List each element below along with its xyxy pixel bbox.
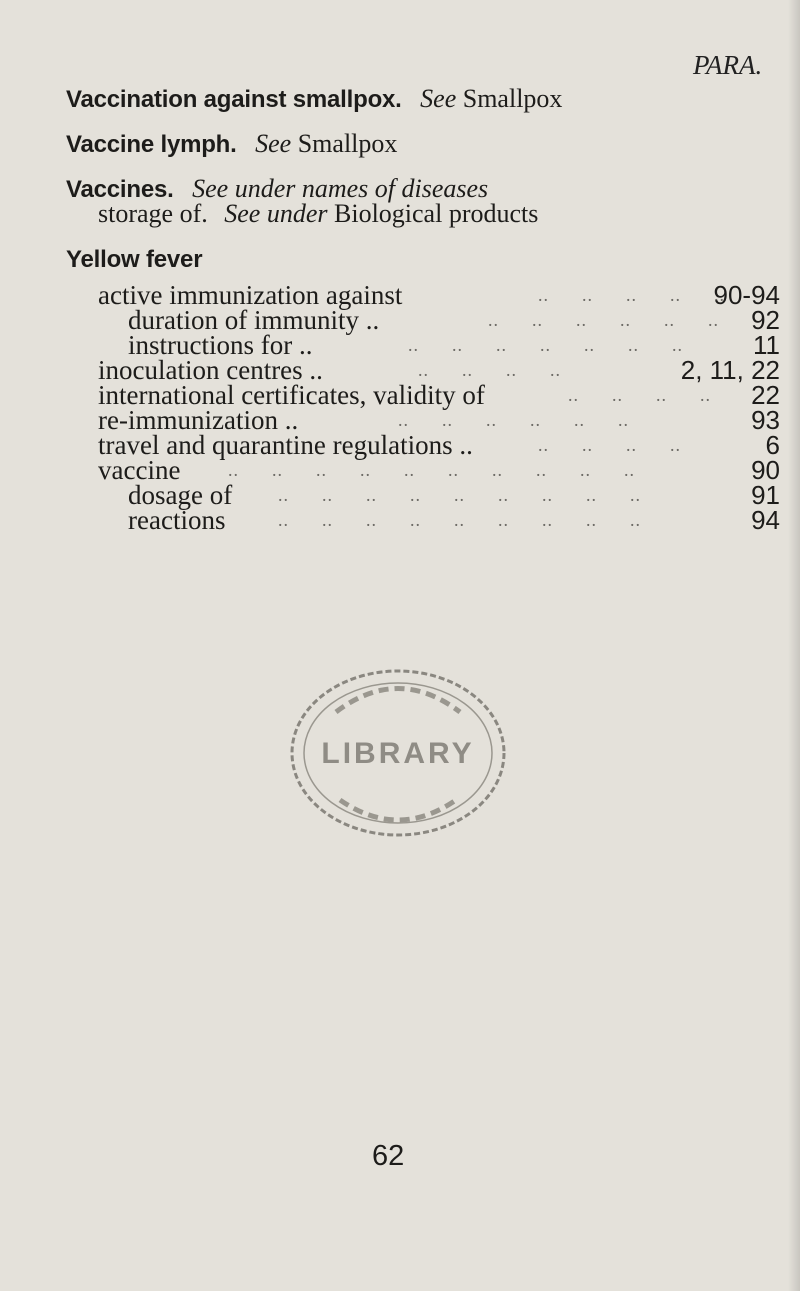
dot-leader: .. .. .. .. [538, 435, 681, 455]
index-row [128, 507, 780, 533]
dot-leader: .. .. .. .. .. .. .. .. .. [278, 485, 641, 505]
index-entry-vaccine-lymph [66, 129, 397, 160]
index-term: international certificates, validity of [98, 380, 485, 410]
dot-leader: .. .. .. .. .. .. [488, 310, 719, 330]
see-reference-target: Smallpox [462, 84, 563, 113]
dot-leader: .. .. .. .. .. [538, 285, 725, 305]
index-term: instructions for .. [128, 330, 313, 360]
see-reference-target: Smallpox [297, 129, 398, 158]
stamp-top-arc [336, 689, 460, 713]
dot-leader: .. .. .. .. .. .. .. .. .. [278, 510, 641, 530]
page-number: 62 [372, 1140, 405, 1172]
page-reference: 90 [751, 455, 780, 485]
dot-leader: .. .. .. .. .. .. .. .. .. .. [228, 460, 635, 480]
see-reference-text: See under names of diseases [192, 174, 489, 203]
page-reference: 92 [751, 305, 780, 335]
page-reference: 22 [751, 380, 780, 410]
index-term: active immunization against [98, 280, 403, 310]
see-reference-target: Biological products [334, 199, 539, 228]
index-term: re-immunization .. [98, 405, 299, 435]
page-reference: 6 [765, 430, 780, 460]
index-entry-yellow-fever [66, 244, 202, 275]
subentry-term: storage of. [98, 199, 208, 228]
index-term: inoculation centres .. [98, 355, 323, 385]
index-term: duration of immunity .. [128, 305, 380, 335]
entry-heading: Vaccines. [66, 176, 174, 203]
library-stamp [278, 660, 518, 846]
index-term: dosage of [128, 480, 233, 510]
see-reference-word: See [420, 84, 457, 113]
library-stamp-graphic [278, 660, 518, 846]
see-reference-text: See under [224, 199, 328, 228]
dot-leader: .. .. .. .. [568, 385, 711, 405]
entry-heading: Yellow fever [66, 246, 203, 273]
dot-leader: .. .. .. .. .. .. [398, 410, 629, 430]
stamp-library-text: LIBRARY [321, 737, 475, 770]
page-reference: 90-94 [713, 280, 780, 310]
index-term: vaccine [98, 455, 181, 485]
page-reference: 94 [751, 505, 780, 535]
entry-heading: Vaccination against smallpox. [66, 86, 402, 113]
page-reference: 91 [751, 480, 780, 510]
para-column-header: PARA. [693, 50, 763, 80]
index-term: travel and quarantine regulations .. [98, 430, 473, 460]
entry-heading: Vaccine lymph. [66, 131, 237, 158]
page-edge-shadow [788, 0, 800, 1291]
index-term: reactions [128, 505, 226, 535]
page-reference: 93 [751, 405, 780, 435]
dot-leader: .. .. .. .. [418, 360, 561, 380]
see-reference-word: See [255, 129, 292, 158]
page-reference: 11 [753, 330, 780, 360]
index-entry-vaccination [66, 84, 562, 115]
dot-leader: .. .. .. .. .. .. .. [408, 335, 683, 355]
index-row [128, 482, 780, 508]
index-subentry-storage [98, 199, 538, 229]
index-row [98, 432, 780, 458]
page-reference: 2, 11, 22 [680, 355, 780, 385]
